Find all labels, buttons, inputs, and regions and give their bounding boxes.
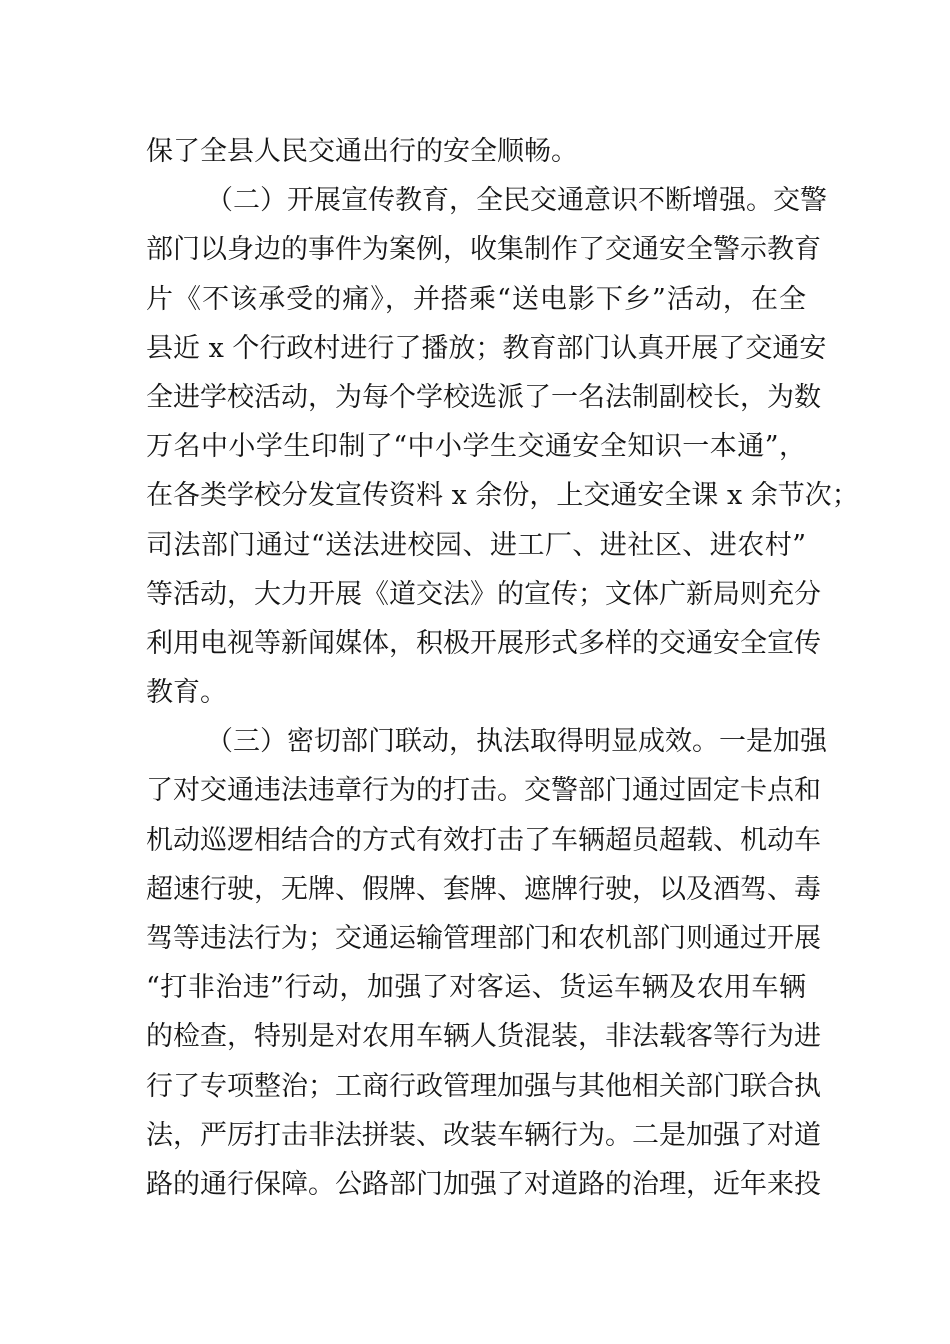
text-line: 超速行驶，无牌、假牌、套牌、遮牌行驶，以及酒驾、毒 — [146, 873, 821, 905]
text-line: 法，严厉打击非法拼装、改装车辆行为。二是加强了对道 — [146, 1119, 821, 1151]
text-line: “打非治违”行动，加强了对客运、货运车辆及农用车辆 — [146, 972, 806, 1004]
text-line: 驾等违法行为；交通运输管理部门和农机部门则通过开展 — [146, 923, 821, 954]
text-line: 等活动，大力开展《道交法》的宣传；文体广新局则充分 — [146, 578, 821, 610]
text-line: 行了专项整治；工商行政管理加强与其他相关部门联合执 — [146, 1070, 821, 1102]
text-line: 了对交通违法违章行为的打击。交警部门通过固定卡点和 — [146, 775, 821, 807]
text-line: 县近 x 个行政村进行了播放；教育部门认真开展了交通安 — [146, 332, 827, 364]
paragraph-heading-line: （二）开展宣传教育，全民交通意识不断增强。交警 — [206, 185, 827, 217]
text-line: 教育。 — [146, 677, 227, 709]
body-text — [146, 127, 859, 1209]
text-line: 万名中小学生印制了“中小学生交通安全知识一本通”， — [146, 431, 806, 463]
text-line: 片《不该承受的痛》，并搭乘“送电影下乡”活动，在全 — [146, 283, 806, 315]
text-line: 机动巡逻相结合的方式有效打击了车辆超员超载、机动车 — [146, 824, 821, 856]
text-line: 在各类学校分发宣传资料 x 余份，上交通安全课 x 余节次； — [146, 480, 859, 512]
text-line: 路的通行保障。公路部门加强了对道路的治理，近年来投 — [146, 1168, 821, 1200]
text-line: 司法部门通过“送法进校园、进工厂、进社区、进农村” — [146, 529, 806, 561]
text-line: 全进学校活动，为每个学校选派了一名法制副校长，为数 — [146, 381, 821, 413]
text-line: 部门以身边的事件为案例，收集制作了交通安全警示教育 — [146, 234, 821, 266]
paragraph-heading-line: （三）密切部门联动，执法取得明显成效。一是加强 — [206, 726, 827, 758]
text-line: 的检查，特别是对农用车辆人货混装，非法载客等行为进 — [146, 1021, 821, 1053]
text-line: 利用电视等新闻媒体，积极开展形式多样的交通安全宣传 — [146, 627, 821, 659]
text-line: 保了全县人民交通出行的安全顺畅。 — [146, 136, 578, 167]
